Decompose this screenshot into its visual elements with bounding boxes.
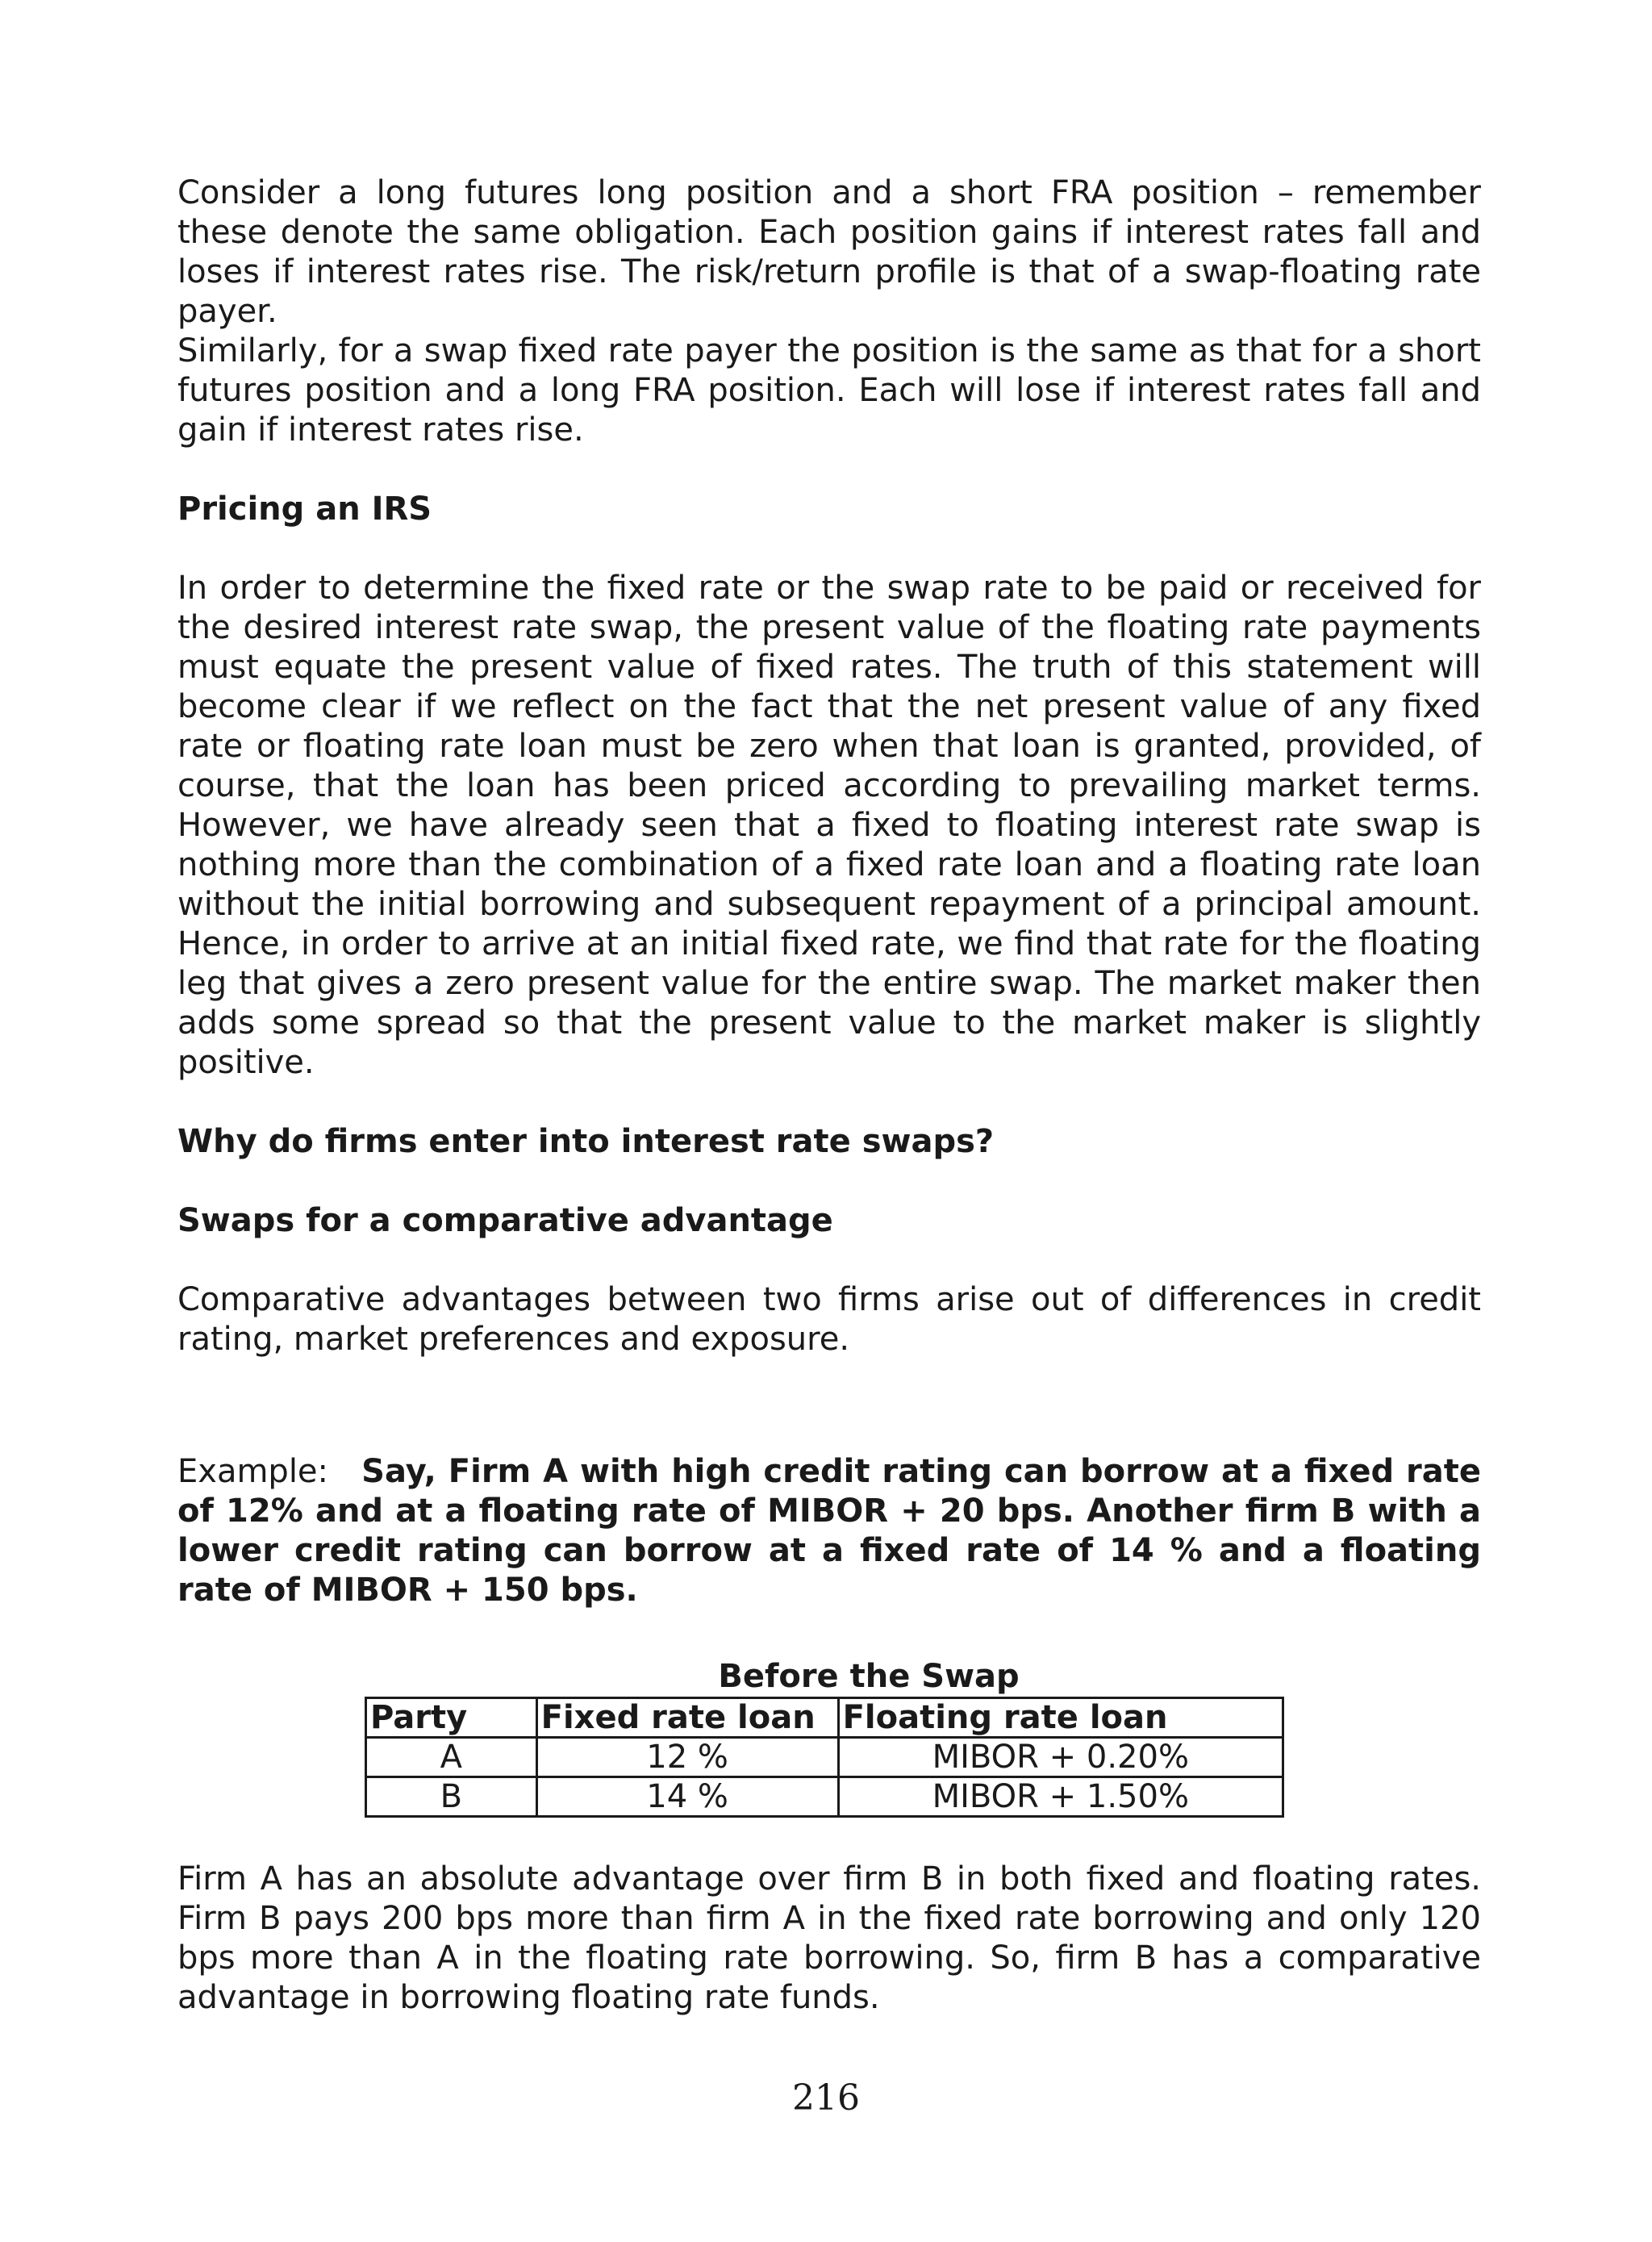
- cell-party: B: [366, 1777, 537, 1817]
- header-party: Party: [366, 1698, 537, 1738]
- paragraph-futures-fra: Consider a long futures long position and a short FRA position – remember these denote the same obligation. Each position gains if interest rates fall and loses if interest rates rise. The risk/return profile is that of a swap-floating rate payer.: [177, 174, 1481, 330]
- example-paragraph: [177, 1452, 1481, 1610]
- cell-fixed-rate: 14 %: [536, 1777, 838, 1817]
- cell-party: A: [366, 1738, 537, 1777]
- before-swap-table: [365, 1697, 1284, 1818]
- example-text: Say, Firm A with high credit rating can borrow at a fixed rate of 12% and at a floating rate of MIBOR + 20 bps. Another firm B with a lower credit rating can borrow at a fixed rate of 14 % and a floating rate of MIBOR + 150 bps.: [177, 1453, 1481, 1609]
- table-header-row: [366, 1698, 1283, 1738]
- paragraph-fixed-rate-payer: Similarly, for a swap fixed rate payer the position is the same as that for a short futures position and a long FRA position. Each will lose if interest rates fall and gain if interest rates rise.: [177, 332, 1481, 449]
- heading-pricing-irs: Pricing an IRS: [177, 491, 432, 528]
- heading-comparative-advantage: Swaps for a comparative advantage: [177, 1202, 833, 1239]
- table-row: [366, 1777, 1283, 1817]
- table-row: [366, 1738, 1283, 1777]
- cell-floating-rate: MIBOR + 1.50%: [838, 1777, 1283, 1817]
- cell-floating-rate: MIBOR + 0.20%: [838, 1738, 1283, 1777]
- header-floating-rate-loan: Floating rate loan: [838, 1698, 1283, 1738]
- document-page: [177, 173, 1481, 2018]
- paragraph-comparative: Comparative advantages between two firms arise out of differences in credit rating, market preferences and exposure.: [177, 1281, 1481, 1358]
- table-caption: Before the Swap: [718, 1658, 1020, 1695]
- heading-why-swaps: Why do firms enter into interest rate swaps?: [177, 1123, 995, 1160]
- cell-fixed-rate: 12 %: [536, 1738, 838, 1777]
- page-number: 216: [792, 2077, 860, 2119]
- example-label: Example:: [177, 1453, 329, 1490]
- paragraph-absolute-advantage: Firm A has an absolute advantage over firm B in both fixed and floating rates. Firm B pays 200 bps more than firm A in the fixed rate borrowing and only 120 bps more than A in the floating rate borrowing. So, firm B has a comparative advantage in borrowing floating rate funds.: [177, 1860, 1481, 2016]
- header-fixed-rate-loan: Fixed rate loan: [536, 1698, 838, 1738]
- paragraph-pricing: In order to determine the fixed rate or the swap rate to be paid or received for the desired interest rate swap, the present value of the floating rate payments must equate the present value of fixed rates. The truth of this statement will become clear if we reflect on the fact that the net present value of any fixed rate or floating rate loan must be zero when that loan is granted, provided, of course, that the loan has been priced according to prevailing market terms. However, we have already seen that a fixed to floating interest rate swap is nothing more than the combination of a fixed rate loan and a floating rate loan without the initial borrowing and subsequent repayment of a principal amount. Hence, in order to arrive at an initial fixed rate, we find that rate for the floating leg that gives a zero present value for the entire swap. The market maker then adds some spread so that the present value to the market maker is slightly positive.: [177, 570, 1481, 1081]
- before-swap-table-block: [365, 1657, 1284, 1818]
